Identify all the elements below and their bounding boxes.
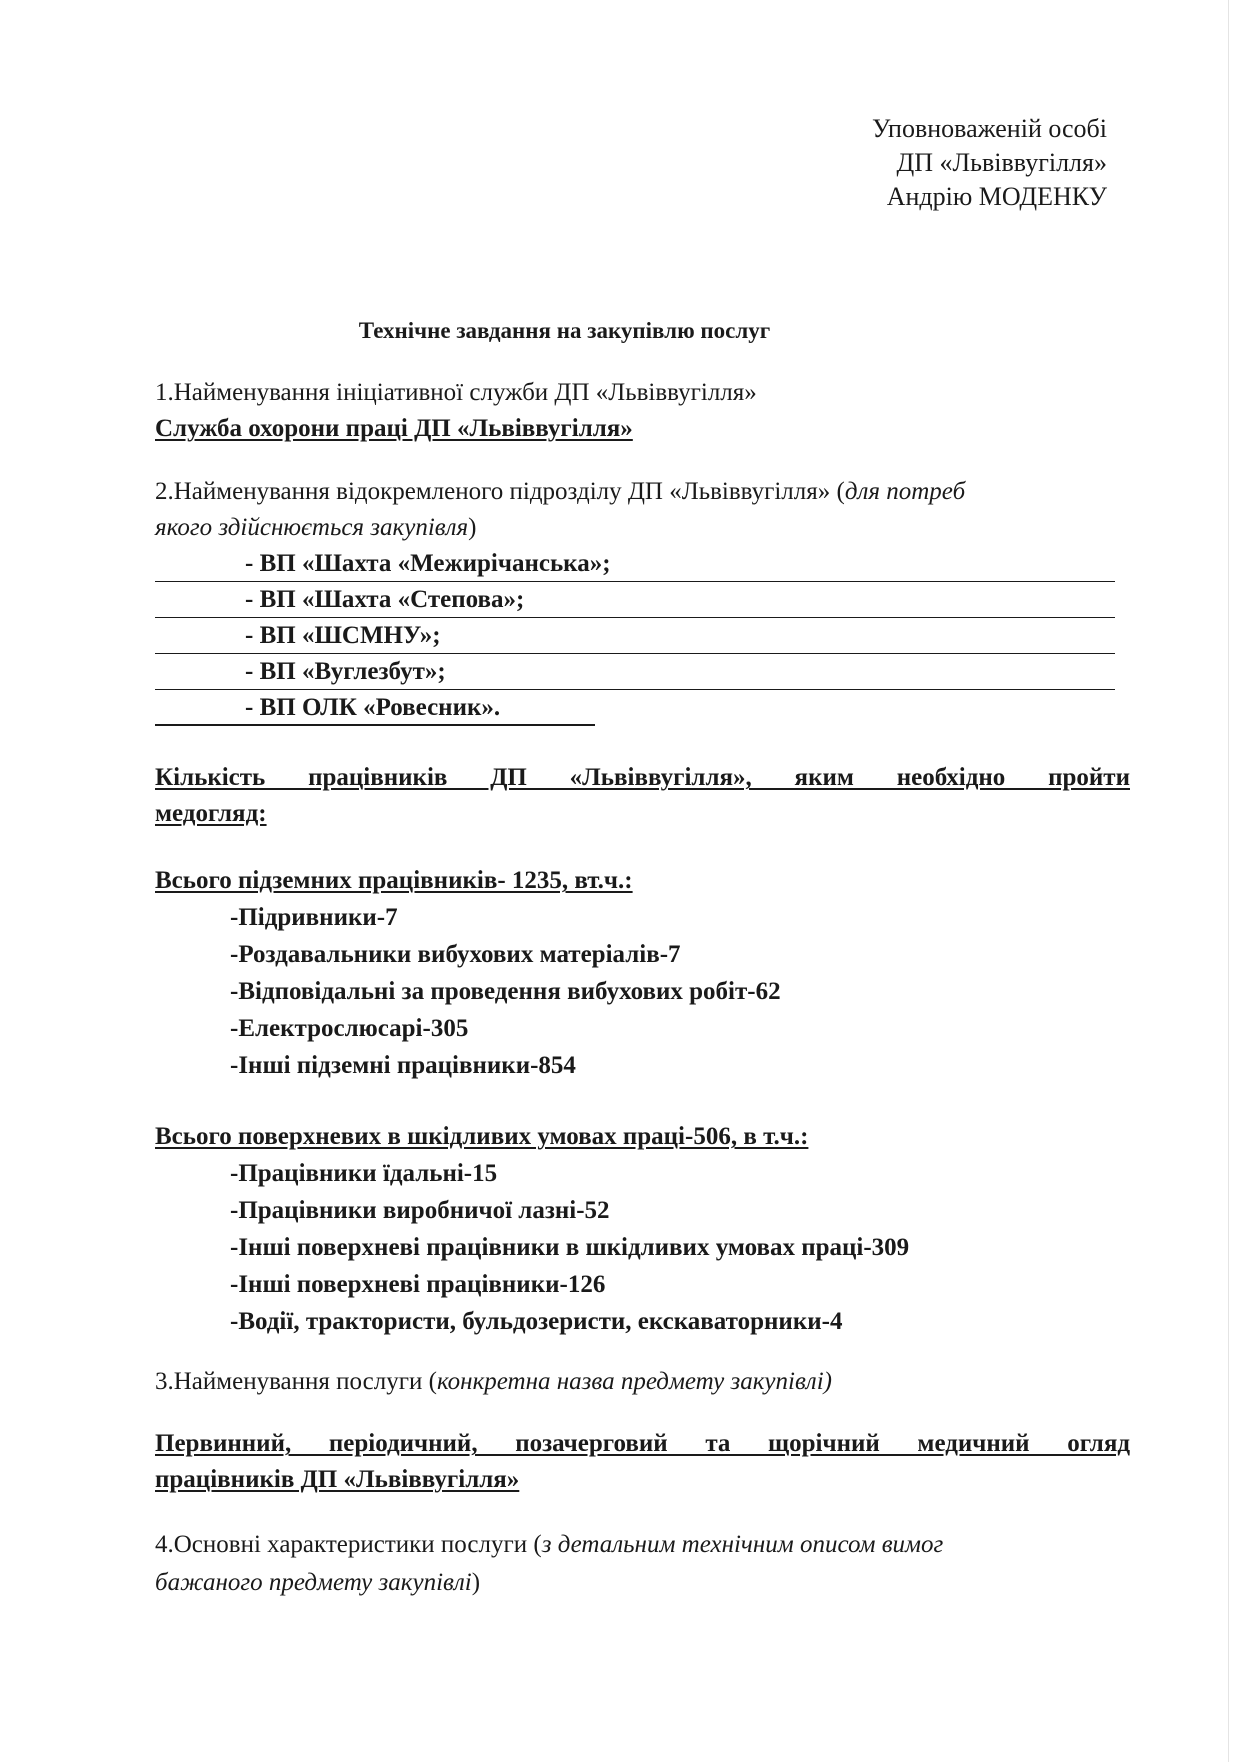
section-4-heading-main: 4.Основні характеристики послуги (: [155, 1531, 542, 1558]
list-item: -Відповідальні за проведення вибухових робіт-62: [230, 978, 781, 1005]
unit-row: [155, 690, 1130, 726]
unit-label: - ВП «Вуглезбут»;: [245, 658, 446, 685]
unit-label: - ВП ОЛК «Ровесник».: [245, 694, 501, 721]
section-4-heading-italic-1: з детальним технічним описом вимог: [541, 1531, 944, 1558]
list-item: -Роздавальники вибухових матеріалів-7: [230, 941, 681, 968]
surface-workers: [155, 1118, 1130, 1340]
unit-label: - ВП «Шахта «Межирічанська»;: [245, 550, 611, 577]
section-2-heading-line-1: [155, 474, 1130, 510]
list-item: -Інші підземні працівники-854: [230, 1052, 576, 1079]
list-item: -Працівники виробничої лазні-52: [230, 1197, 610, 1224]
section-3-heading-main: 3.Найменування послуги (: [155, 1368, 437, 1395]
list-item: -Працівники їдальні-15: [230, 1160, 498, 1187]
section-3: [155, 1364, 1130, 1400]
section-4: [155, 1526, 1130, 1602]
document-title-text: Технічне завдання на закупівлю послуг: [358, 318, 771, 343]
section-3-heading: [155, 1364, 1130, 1400]
section-2-heading-italic-2: якого здійснюється закупівля: [155, 514, 469, 541]
workers-count-heading: [155, 760, 1130, 832]
section-4-heading-italic-2: бажаного предмету закупівлі: [155, 1569, 472, 1596]
surface-heading: Всього поверхневих в шкідливих умовах праці-506, в т.ч.:: [155, 1123, 809, 1150]
section-1-value: Служба охорони праці ДП «Львіввугілля»: [155, 415, 633, 442]
section-2-heading-close: ): [468, 514, 477, 541]
unit-label: - ВП «Шахта «Степова»;: [245, 586, 525, 613]
addressee-line-1: Уповноваженій особі: [871, 114, 1107, 143]
document-title: [0, 318, 1259, 344]
unit-row: [155, 546, 1115, 582]
list-item: -Підривники-7: [230, 904, 398, 931]
list-item: -Інші поверхневі працівники-126: [230, 1271, 606, 1298]
unit-row: [155, 654, 1115, 690]
addressee-block: [872, 112, 1107, 214]
underground-workers: [155, 862, 1130, 1084]
scan-edge: [1228, 0, 1229, 1762]
section-4-heading-close: ): [471, 1569, 481, 1596]
service-line-2: працівників ДП «Львіввугілля»: [155, 1466, 520, 1493]
section-4-heading-line-2: [155, 1564, 1130, 1602]
service-name: [155, 1426, 1130, 1498]
section-1-heading: 1.Найменування ініціативної служби ДП «Львіввугілля»: [155, 379, 757, 406]
addressee-line-3: Андрію МОДЕНКУ: [886, 182, 1107, 211]
service-line-1: Первинний, періодичний, позачерговий та щорічний медичний огляд: [155, 1430, 1130, 1457]
section-4-heading-line-1: [155, 1526, 1130, 1564]
addressee-line-2: ДП «Львіввугілля»: [896, 148, 1107, 177]
workers-count-line-1: Кількість працівників ДП «Львіввугілля», яким необхідно пройти: [155, 764, 1130, 791]
section-2: [155, 474, 1130, 726]
list-item: -Електрослюсарі-305: [230, 1015, 469, 1042]
list-item: -Водії, трактористи, бульдозеристи, екскаваторники-4: [230, 1308, 843, 1335]
underground-heading: Всього підземних працівників- 1235, вт.ч.:: [155, 867, 633, 894]
section-2-heading-italic-1: для потреб: [844, 478, 966, 505]
section-1: [155, 375, 1130, 447]
section-3-heading-italic: конкретна назва предмету закупівлі): [436, 1368, 832, 1395]
unit-row: [155, 618, 1115, 654]
list-item: -Інші поверхневі працівники в шкідливих умовах праці-309: [230, 1234, 910, 1261]
section-2-heading-main: 2.Найменування відокремленого підрозділу ДП «Львіввугілля» (: [155, 478, 845, 505]
workers-count-line-2: медогляд:: [155, 800, 267, 827]
section-2-heading-line-2: [155, 510, 1130, 546]
unit-label: - ВП «ШСМНУ»;: [245, 622, 441, 649]
unit-row: [155, 582, 1115, 618]
